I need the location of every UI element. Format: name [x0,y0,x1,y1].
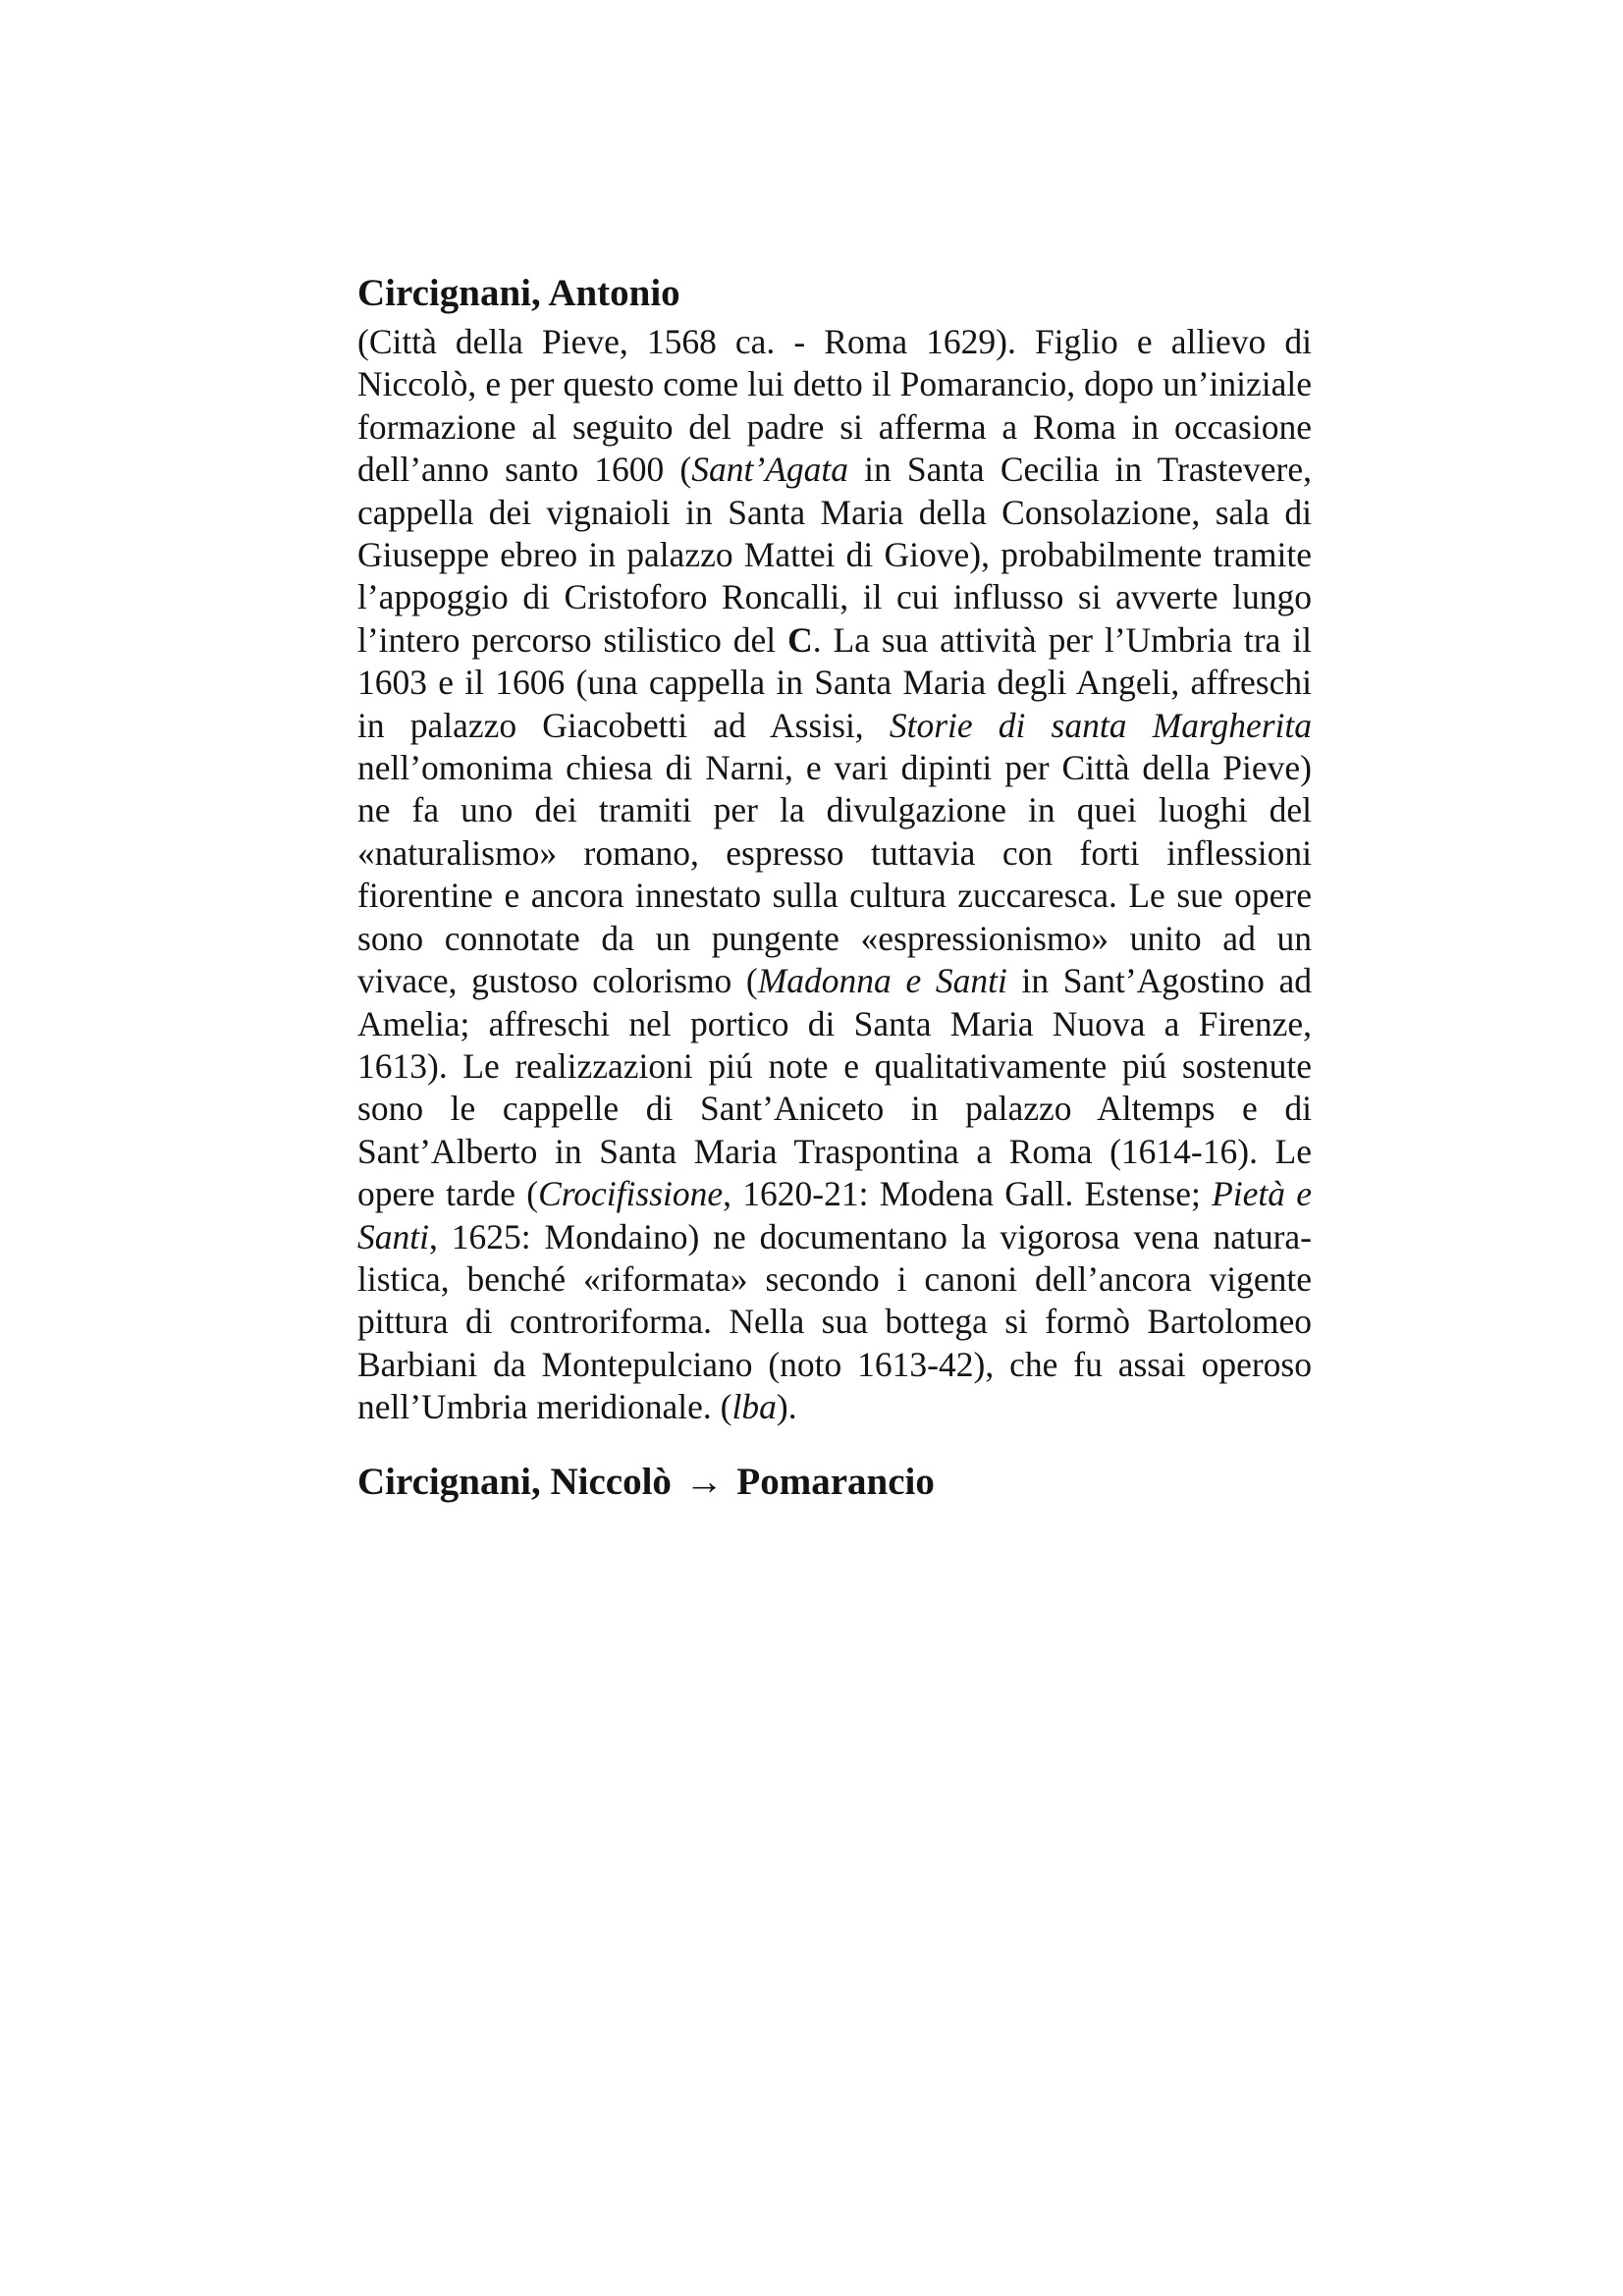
text-run: in Sant’Agostino ad Amelia; affreschi nel portico di Santa Maria Nuova a Firenze, 1613). Le realizzazioni piú note e qualitativamente piú sostenute sono le cappelle di Sant’Aniceto in palazzo Altemps e di Sant’Alberto in Santa Maria Traspontina a Roma (1614-16). Le opere tarde ( [357,961,1312,1214]
text-run: . La sua attività per l’Umbria tra il 1603 e il 1606 (una cappella in Santa Maria degli Angeli, affreschi in palazzo Giacobetti ad Assisi, [357,619,1312,745]
italic-text: Madonna e Santi [757,961,1007,1001]
entry-circignani-niccolo [357,1459,1312,1506]
entry-circignani-antonio [357,270,1312,1429]
italic-text: Pietà e Santi [357,1174,1313,1256]
right-arrow-icon: → [684,1460,724,1503]
entry-title [357,1459,1312,1506]
text-run: (Città della Pieve, 1568 ca. - Roma 1629). Figlio e allievo di Niccolò, e per questo come lui detto il Pomarancio, dopo un’iniziale formazione al seguito del padre si afferma a Roma in occasione dell’anno santo 1600 ( [357,322,1312,490]
entry-title-text: Circignani, Niccolò [357,1460,672,1503]
text-run: in Santa Cecilia in Trastevere, cappella dei vignaioli in Santa Maria della Consolazione, sala di Giuseppe ebreo in palazzo Mattei di Giove), probabilmente tramite l’appoggio di Cristoforo Roncalli, il cui influsso si avverte lungo l’intero percorso stilistico del [357,450,1312,660]
entry-title: Circignani, Antonio [357,272,680,314]
text-run: , 1620-21: Modena Gall. Estense; [723,1174,1213,1214]
italic-text: Storie di santa Margherita [889,705,1312,745]
entry-body [357,321,1312,1429]
text-run: nell’omonima chiesa di Narni, e vari dipinti per Città della Pieve) ne fa uno dei tramiti per la divulgazione in quei luoghi del «naturalismo» romano, espresso tuttavia con forti inflessioni fiorentine e ancora innestato sulla cultura zuccaresca. Le sue opere sono connotate da un pungente «espressionismo» unito ad un vivace, gustoso colorismo ( [357,748,1312,1001]
italic-text: Sant’Agata [691,450,848,490]
italic-text: lba [731,1387,777,1427]
see-also-link[interactable]: Pomarancio [736,1460,935,1503]
text-run: ). [776,1387,797,1427]
italic-text: Crocifissione [538,1174,724,1214]
bold-text: C [787,619,813,660]
dictionary-page [357,270,1312,1543]
text-run: , 1625: Mondaino) ne documentano la vigorosa vena naturalistica, benché «riformata» secondo i canoni dell’ancora vigente pittura di controriforma. Nella sua bottega si formò Bartolomeo Barbiani da Montepulciano (noto 1613-42), che fu assai operoso nell’Umbria meridionale. ( [357,1216,1312,1427]
